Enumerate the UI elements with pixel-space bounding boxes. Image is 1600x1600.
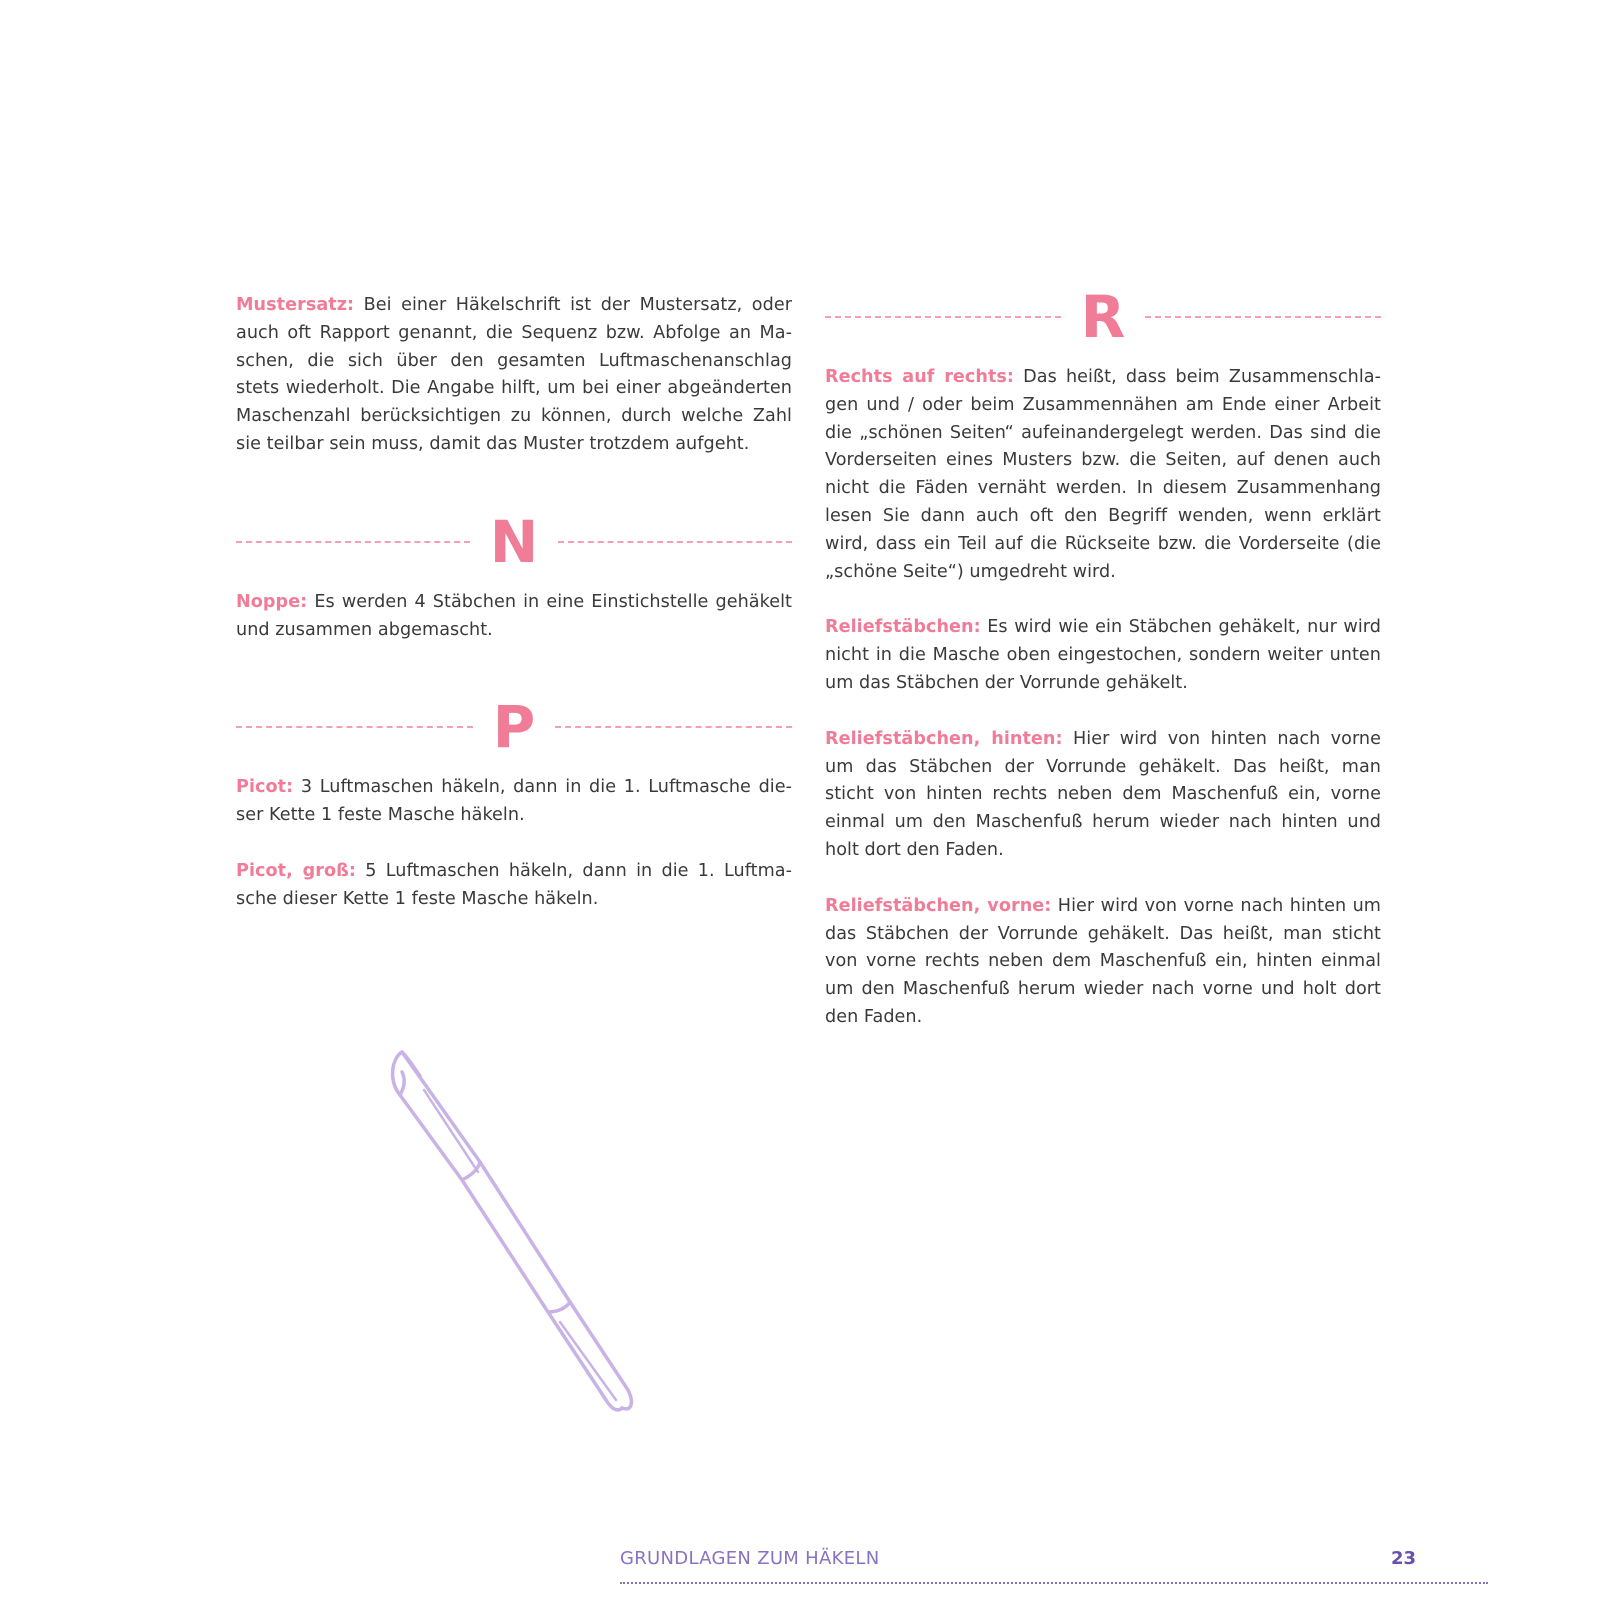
section-letter-n: N xyxy=(489,507,539,576)
definition-reliefstaebchen: Es wird wie ein Stäbchen gehäkelt, nur wird nicht in die Masche oben eingestochen, sondern weiter unten um das Stäbchen der Vorrunde gehäkelt. xyxy=(825,617,1381,693)
dashed-divider xyxy=(1145,316,1381,318)
definition-noppe: Es werden 4 Stäbchen in eine Einstichstelle gehäkelt und zusammen abgemascht. xyxy=(236,591,792,640)
page-footer xyxy=(620,1548,1488,1584)
term-noppe: Noppe: xyxy=(236,591,308,612)
definition-picot-gross: 5 Luftmaschen häkeln, dann in die 1. Luftma-sche dieser Kette 1 feste Masche häkeln. xyxy=(236,860,792,909)
left-column xyxy=(236,292,792,914)
section-header-n xyxy=(236,507,792,577)
definition-mustersatz: Bei einer Häkelschrift ist der Mustersatz, oder auch oft Rapport genannt, die Sequenz bzw. Abfolge an Ma-schen, die sich über den gesamten Luftmaschenanschlag stets wiederholt. Die Angabe hilft, um bei einer abgeänderten Maschenzahl berücksichtigen zu können, durch welche Zahl sie teilbar sein muss, damit das Muster trotzdem aufgeht. xyxy=(236,295,792,454)
term-picot: Picot: xyxy=(236,777,294,798)
section-letter-r: R xyxy=(1080,283,1126,351)
section-letter-p: P xyxy=(492,693,536,762)
right-column xyxy=(825,282,1381,1032)
entry-picot-gross xyxy=(236,858,792,914)
entry-rechts-auf-rechts xyxy=(825,364,1381,586)
term-reliefstaebchen: Reliefstäbchen: xyxy=(825,617,981,638)
section-header-r xyxy=(825,282,1381,352)
page-number: 23 xyxy=(1390,1548,1416,1569)
entry-reliefstaebchen xyxy=(825,614,1381,697)
dashed-divider xyxy=(236,541,470,543)
dashed-divider xyxy=(558,541,792,543)
definition-reliefstaebchen-hinten: Hier wird von hinten nach vorne um das Stäbchen der Vorrunde gehäkelt. Das heißt, man sticht von hinten rechts neben dem Maschenfuß ein, vorne einmal um den Maschenfuß herum wieder nach hinten und holt dort den Faden. xyxy=(825,728,1382,860)
term-picot-gross: Picot, groß: xyxy=(236,860,356,881)
running-title: GRUNDLAGEN ZUM HÄKELN xyxy=(620,1548,880,1569)
entry-reliefstaebchen-vorne xyxy=(825,893,1381,1032)
entry-noppe xyxy=(236,589,792,645)
term-reliefstaebchen-vorne: Reliefstäbchen, vorne: xyxy=(825,895,1052,916)
dashed-divider xyxy=(555,726,792,728)
definition-picot: 3 Luftmaschen häkeln, dann in die 1. Luftmasche die-ser Kette 1 feste Masche häkeln. xyxy=(236,777,792,826)
term-rechts-auf-rechts: Rechts auf rechts: xyxy=(825,367,1015,387)
definition-reliefstaebchen-vorne: Hier wird von vorne nach hinten um das Stäbchen der Vorrunde gehäkelt. Das heißt, man sticht von vorne rechts neben dem Maschenfuß ein, hinten einmal um den Maschenfuß herum wieder nach vorne und holt dort den Faden. xyxy=(825,895,1381,1027)
section-header-p xyxy=(236,692,792,762)
entry-picot xyxy=(236,774,792,830)
term-mustersatz: Mustersatz: xyxy=(236,295,355,315)
term-reliefstaebchen-hinten: Reliefstäbchen, hinten: xyxy=(825,728,1063,749)
dashed-divider xyxy=(236,726,473,728)
entry-mustersatz xyxy=(236,292,792,459)
crochet-hook-icon xyxy=(380,1050,660,1430)
dashed-divider xyxy=(825,316,1061,318)
definition-rechts-auf-rechts: Das heißt, dass beim Zusammenschla-gen und / oder beim Zusammennähen am Ende einer Arbeit die „schönen Seiten“ aufeinandergelegt werden. Das sind die Vorderseiten eines Musters bzw. die Seiten, auf denen auch nicht die Fäden vernäht werden. In diesem Zusammenhang lesen Sie dann auch oft den Begriff wenden, wenn erklärt wird, dass ein Teil auf die Rückseite bzw. die Vorderseite (die „schöne Seite“) umgedreht wird. xyxy=(825,367,1381,582)
entry-reliefstaebchen-hinten xyxy=(825,726,1381,865)
